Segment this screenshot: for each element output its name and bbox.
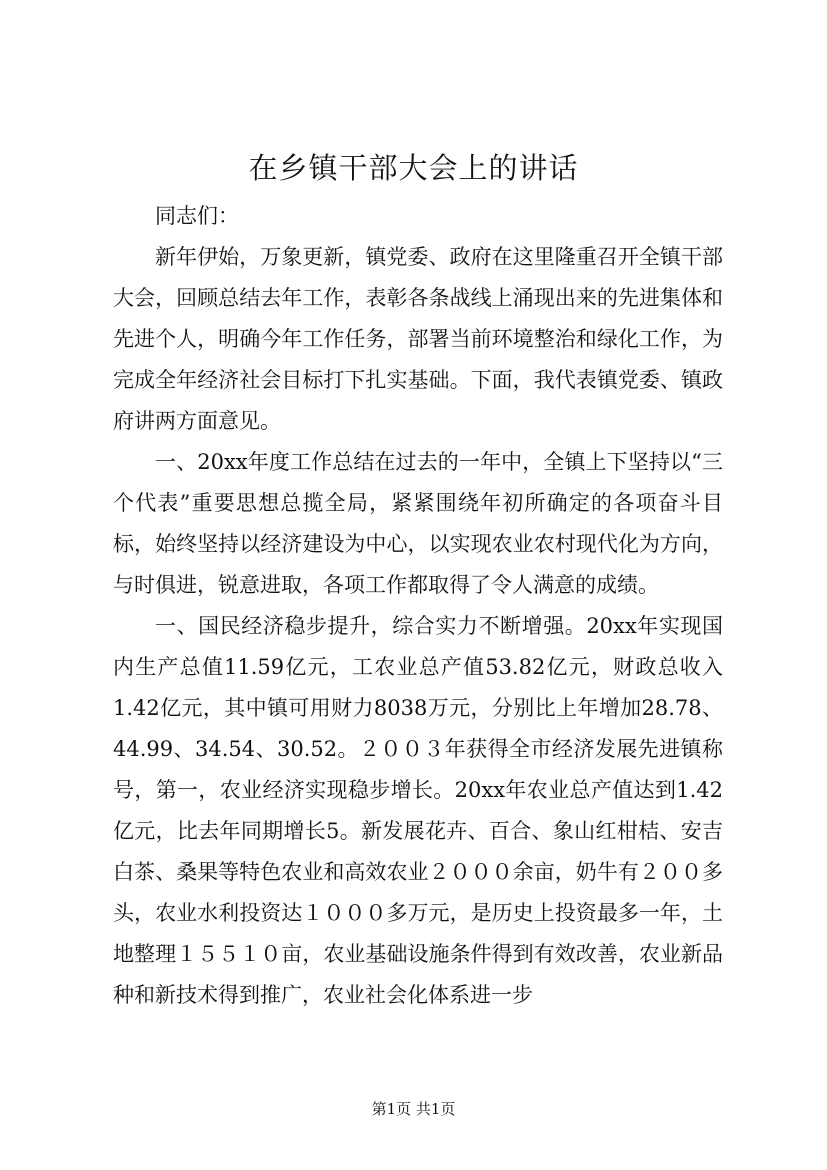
page-number: 第1页 共1页 [371,1100,456,1118]
paragraph-summary: 一、20xx年度工作总结在过去的一年中，全镇上下坚持以“三个代表”重要思想总揽全局，紧紧围绕年初所确定的各项奋斗目标，始终坚持以经济建设为中心，以实现农业农村现代化为方向，与时俱进，锐意进取，各项工作都取得了令人满意的成绩。 [113,450,723,597]
paragraph-opening: 新年伊始，万象更新，镇党委、政府在这里隆重召开全镇干部大会，回顾总结去年工作，表彰各条战线上涌现出来的先进集体和先进个人，明确今年工作任务，部署当前环境整治和绿化工作，为完成全年经济社会目标打下扎实基础。下面，我代表镇党委、镇政府讲两方面意见。 [113,245,723,433]
paragraph-economy: 一、国民经济稳步提升，综合实力不断增强。20xx年实现国内生产总值11.59亿元，工农业总产值53.82亿元，财政总收入1.42亿元，其中镇可用财力8038万元，分别比上年增加28.78、44.99、34.54、30.52。２００３年获得全市经济发展先进镇称号，第一，农业经济实现稳步增长。20xx年农业总产值达到1.42亿元，比去年同期增长5。新发展花卉、百合、象山红柑桔、安吉白茶、桑果等特色农业和高效农业２０００余亩，奶牛有２００多头，农业水利投资达１０００多万元，是历史上投资最多一年，土地整理１５５１０亩，农业基础设施条件得到有效改善，农业新品种和新技术得到推广，农业社会化体系进一步 [113,614,723,1007]
document-title: 在乡镇干部大会上的讲话 [248,151,579,185]
document-body [113,196,723,1016]
salutation: 同志们： [155,204,239,228]
